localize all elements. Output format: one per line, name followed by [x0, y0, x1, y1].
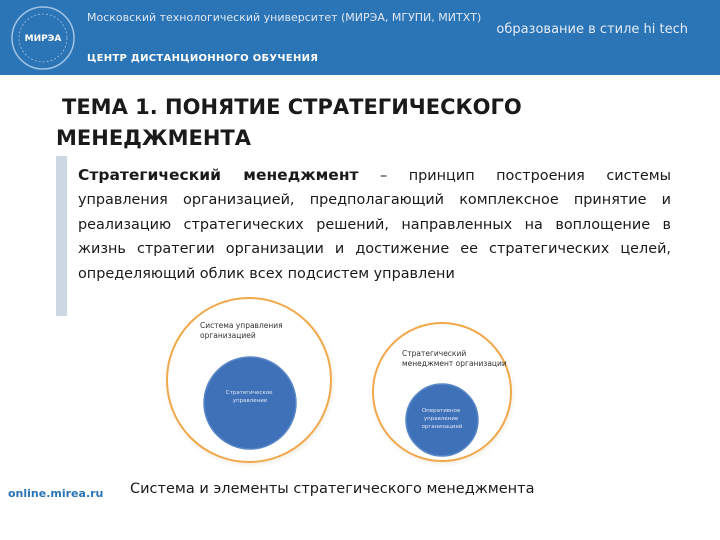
definition-term: Стратегический менеджмент — [78, 166, 359, 184]
left-inner-label: Стратегическое управление — [225, 390, 273, 404]
accent-bar — [56, 156, 67, 316]
slogan: образование в стиле hi tech — [496, 22, 688, 37]
right-outer-label: Стратегический менеджмент организации — [402, 349, 507, 368]
definition-text: – принцип построения системы управления организацией, предполагающий комплексное принятие и реализацию стратегических решений, направленных на воплощение в жизнь стратегии организации и достижение ее стратегических целей, определяющий облик всех подсистем управлени — [78, 168, 671, 282]
diagram-caption: Система и элементы стратегического менеджмента — [130, 481, 535, 497]
center-name: ЦЕНТР ДИСТАНЦИОННОГО ОБУЧЕНИЯ — [87, 53, 319, 64]
logo-text: МИРЭА — [24, 34, 62, 44]
right-inner-label: Оперативное управление организацией — [421, 408, 463, 430]
left-outer-label: Система управления организацией — [200, 321, 283, 340]
header-banner — [0, 0, 720, 75]
site-link[interactable]: online.mirea.ru — [8, 487, 104, 500]
university-logo-icon — [8, 3, 78, 73]
university-name: Московский технологический университет (МИРЭА, МГУПИ, МИТХТ) — [87, 11, 482, 24]
diagram — [165, 288, 540, 468]
definition-paragraph — [78, 163, 671, 286]
title-line-2: МЕНЕДЖМЕНТА — [56, 126, 251, 150]
slide-title — [56, 92, 576, 154]
title-line-1: ТЕМА 1. ПОНЯТИЕ СТРАТЕГИЧЕСКОГО — [62, 95, 522, 119]
